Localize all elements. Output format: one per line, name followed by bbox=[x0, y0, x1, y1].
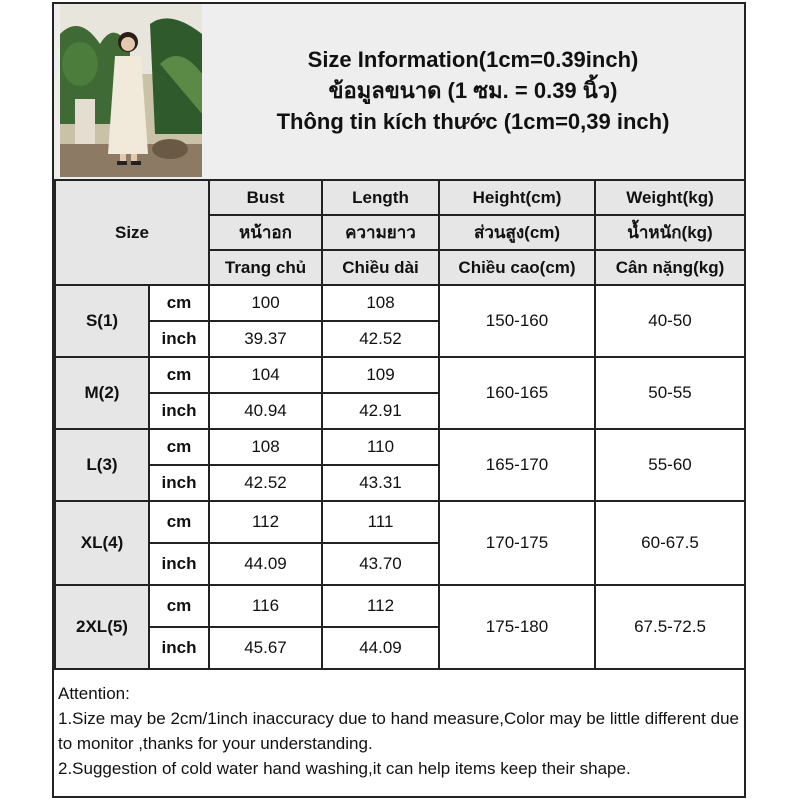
size-header: Size bbox=[55, 180, 209, 285]
length-cm: 112 bbox=[322, 585, 439, 627]
bust-cm: 100 bbox=[209, 285, 322, 321]
column-header-bust-thai: หน้าอก bbox=[209, 215, 322, 250]
column-header-length-thai: ความยาว bbox=[322, 215, 439, 250]
bust-inch: 42.52 bbox=[209, 465, 322, 501]
header bbox=[54, 4, 744, 181]
weight-range: 55-60 bbox=[595, 429, 745, 501]
note-inaccuracy: 1.Size may be 2cm/1inch inaccuracy due to hand measure,Color may be little different due to monitor ,thanks for your understanding. bbox=[58, 709, 739, 753]
bust-cm: 112 bbox=[209, 501, 322, 543]
product-photo bbox=[60, 4, 202, 177]
length-inch: 42.91 bbox=[322, 393, 439, 429]
column-header-height-thai: ส่วนสูง(cm) bbox=[439, 215, 595, 250]
size-table bbox=[54, 179, 746, 670]
bust-inch: 39.37 bbox=[209, 321, 322, 357]
weight-range: 50-55 bbox=[595, 357, 745, 429]
height-range: 170-175 bbox=[439, 501, 595, 585]
size-label: M(2) bbox=[55, 357, 149, 429]
bust-cm: 104 bbox=[209, 357, 322, 393]
length-cm: 110 bbox=[322, 429, 439, 465]
bust-inch: 45.67 bbox=[209, 627, 322, 669]
weight-range: 67.5-72.5 bbox=[595, 585, 745, 669]
length-inch: 43.31 bbox=[322, 465, 439, 501]
title-vietnamese: Thông tin kích thước (1cm=0,39 inch) bbox=[276, 109, 670, 134]
column-header-weight-thai: น้ำหนัก(kg) bbox=[595, 215, 745, 250]
bust-cm: 108 bbox=[209, 429, 322, 465]
unit-label: inch bbox=[149, 393, 209, 429]
unit-label: cm bbox=[149, 429, 209, 465]
size-label: XL(4) bbox=[55, 501, 149, 585]
title-english: Size Information(1cm=0.39inch) bbox=[307, 47, 639, 72]
unit-label: cm bbox=[149, 357, 209, 393]
column-header-weight-vietnamese: Cân nặng(kg) bbox=[595, 250, 745, 285]
size-label: 2XL(5) bbox=[55, 585, 149, 669]
table-row bbox=[55, 585, 745, 627]
height-range: 150-160 bbox=[439, 285, 595, 357]
length-inch: 43.70 bbox=[322, 543, 439, 585]
bust-inch: 44.09 bbox=[209, 543, 322, 585]
table-row bbox=[55, 501, 745, 543]
bust-inch: 40.94 bbox=[209, 393, 322, 429]
unit-label: inch bbox=[149, 321, 209, 357]
unit-label: cm bbox=[149, 501, 209, 543]
attention-heading: Attention: bbox=[58, 684, 130, 703]
size-label: S(1) bbox=[55, 285, 149, 357]
unit-label: inch bbox=[149, 543, 209, 585]
unit-label: inch bbox=[149, 465, 209, 501]
height-range: 175-180 bbox=[439, 585, 595, 669]
column-header-bust-vietnamese: Trang chủ bbox=[209, 250, 322, 285]
column-header-length: Length bbox=[322, 180, 439, 215]
title-thai: ข้อมูลขนาด (1 ซม. = 0.39 นิ้ว) bbox=[328, 78, 618, 103]
unit-label: inch bbox=[149, 627, 209, 669]
size-chart-frame bbox=[52, 2, 746, 798]
unit-label: cm bbox=[149, 585, 209, 627]
column-header-bust: Bust bbox=[209, 180, 322, 215]
table-row bbox=[55, 285, 745, 321]
column-header-length-vietnamese: Chiều dài bbox=[322, 250, 439, 285]
column-header-weight: Weight(kg) bbox=[595, 180, 745, 215]
table-row bbox=[55, 357, 745, 393]
height-range: 165-170 bbox=[439, 429, 595, 501]
column-header-height-vietnamese: Chiều cao(cm) bbox=[439, 250, 595, 285]
column-header-height: Height(cm) bbox=[439, 180, 595, 215]
weight-range: 40-50 bbox=[595, 285, 745, 357]
length-inch: 44.09 bbox=[322, 627, 439, 669]
length-cm: 111 bbox=[322, 501, 439, 543]
weight-range: 60-67.5 bbox=[595, 501, 745, 585]
length-cm: 108 bbox=[322, 285, 439, 321]
length-cm: 109 bbox=[322, 357, 439, 393]
size-label: L(3) bbox=[55, 429, 149, 501]
height-range: 160-165 bbox=[439, 357, 595, 429]
bust-cm: 116 bbox=[209, 585, 322, 627]
note-washing: 2.Suggestion of cold water hand washing,it can help items keep their shape. bbox=[58, 759, 631, 778]
title-block bbox=[202, 4, 744, 177]
table-row bbox=[55, 429, 745, 465]
attention-notes bbox=[54, 679, 744, 783]
length-inch: 42.52 bbox=[322, 321, 439, 357]
unit-label: cm bbox=[149, 285, 209, 321]
